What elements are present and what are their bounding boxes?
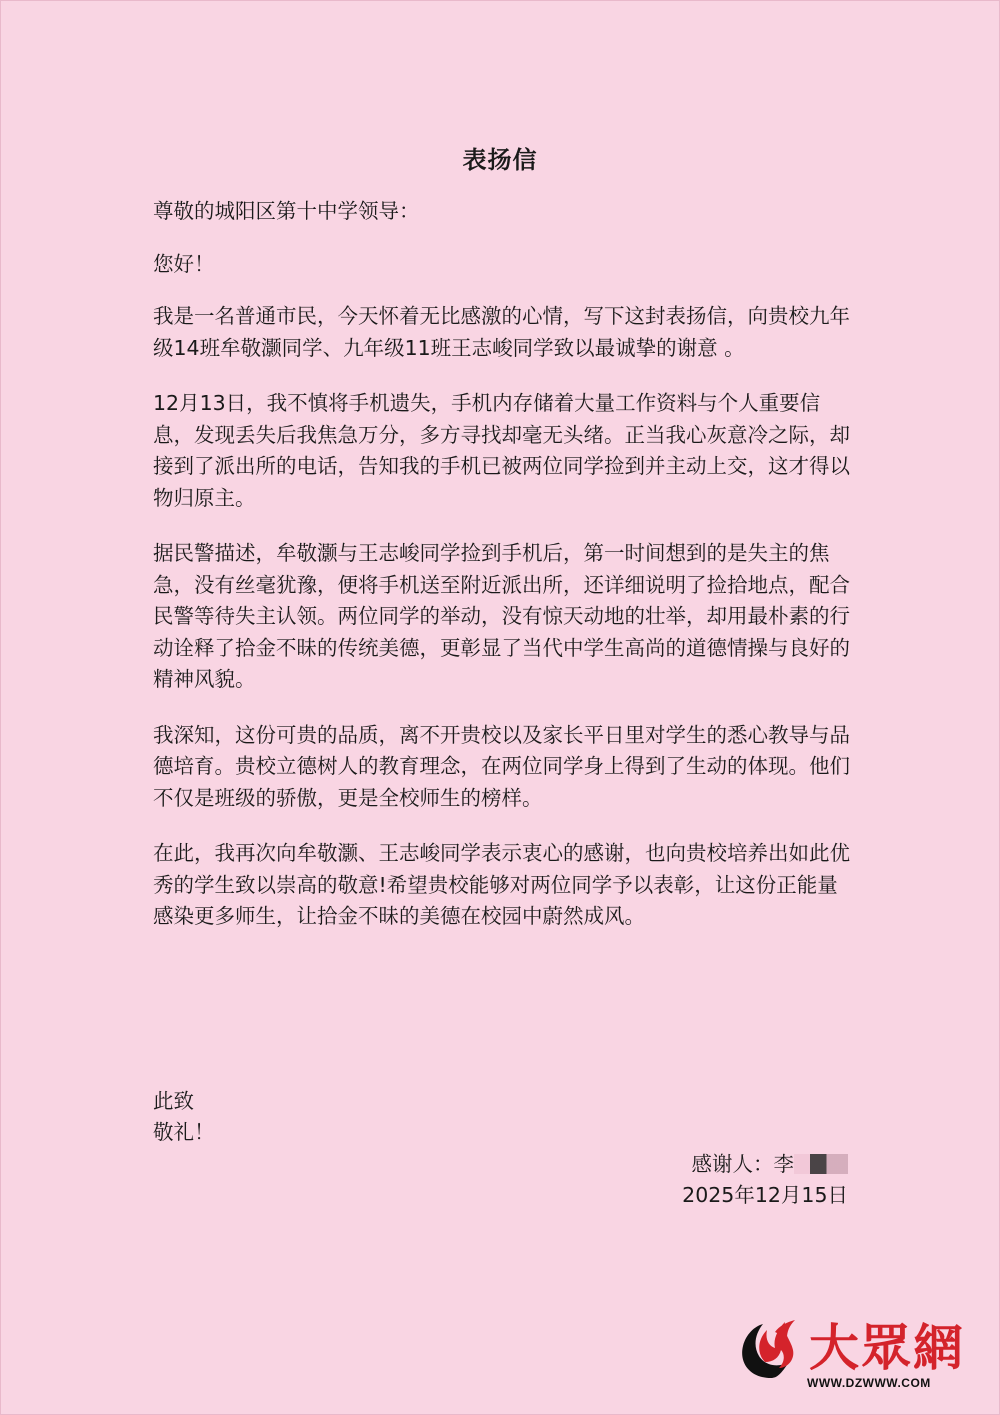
paragraph-5: 在此，我再次向牟敬灏、王志峻同学表示衷心的感谢，也向贵校培养出如此优秀的学生致以崇高的敬意!希望贵校能够对两位同学予以表彰，让这份正能量感染更多师生，让拾金不昧的美德在校园中蔚然成风。: [153, 841, 850, 928]
closing-block: [153, 1086, 215, 1148]
letter-title: 表扬信: [462, 146, 538, 174]
greeting: 您好！: [153, 251, 215, 276]
signature-line: [682, 1149, 848, 1180]
paragraph-2: 12月13日，我不慎将手机遗失，手机内存储着大量工作资料与个人重要信息，发现丢失后我焦急万分，多方寻找却毫无头绪。正当我心灰意冷之际，却接到了派出所的电话，告知我的手机已被两位同学捡到并主动上交，这才得以物归原主。: [153, 391, 850, 510]
paragraph-3: 据民警描述，牟敬灏与王志峻同学捡到手机后，第一时间想到的是失主的焦急，没有丝毫犹豫，便将手机送至附近派出所，还详细说明了捡拾地点，配合民警等待失主认领。两位同学的举动，没有惊天动地的壮举，却用最朴素的行动诠释了拾金不昧的传统美德，更彰显了当代中学生高尚的道德情操与良好的精神风貌。: [153, 541, 850, 691]
paragraph-4: 我深知，这份可贵的品质，离不开贵校以及家长平日里对学生的悉心教导与品德培育。贵校立德树人的教育理念，在两位同学身上得到了生动的体现。他们不仅是班级的骄傲，更是全校师生的榜样。: [153, 722, 850, 810]
logo-url: WWW.DZWWW.COM: [807, 1376, 931, 1390]
paragraph-1: 我是一名普通市民，今天怀着无比感激的心情，写下这封表扬信，向贵校九年级14班牟敬灏同学、九年级11班王志峻同学致以最诚挚的谢意 。: [153, 304, 850, 360]
salutation: 尊敬的城阳区第十中学领导：: [153, 199, 420, 223]
logo-wordmark: 大眾網: [809, 1318, 965, 1377]
closing-line-2: 敬礼！: [153, 1120, 215, 1144]
signer-name: 感谢人：李: [691, 1152, 794, 1176]
redacted-name-mark: [794, 1154, 848, 1174]
signature-block: [682, 1149, 848, 1211]
signature-date: 2025年12月15日: [682, 1183, 848, 1207]
dzwww-logo: [735, 1306, 965, 1396]
letter-body: [153, 196, 853, 957]
closing-line-1: 此致: [153, 1089, 194, 1113]
flame-logo-icon: [735, 1312, 807, 1384]
